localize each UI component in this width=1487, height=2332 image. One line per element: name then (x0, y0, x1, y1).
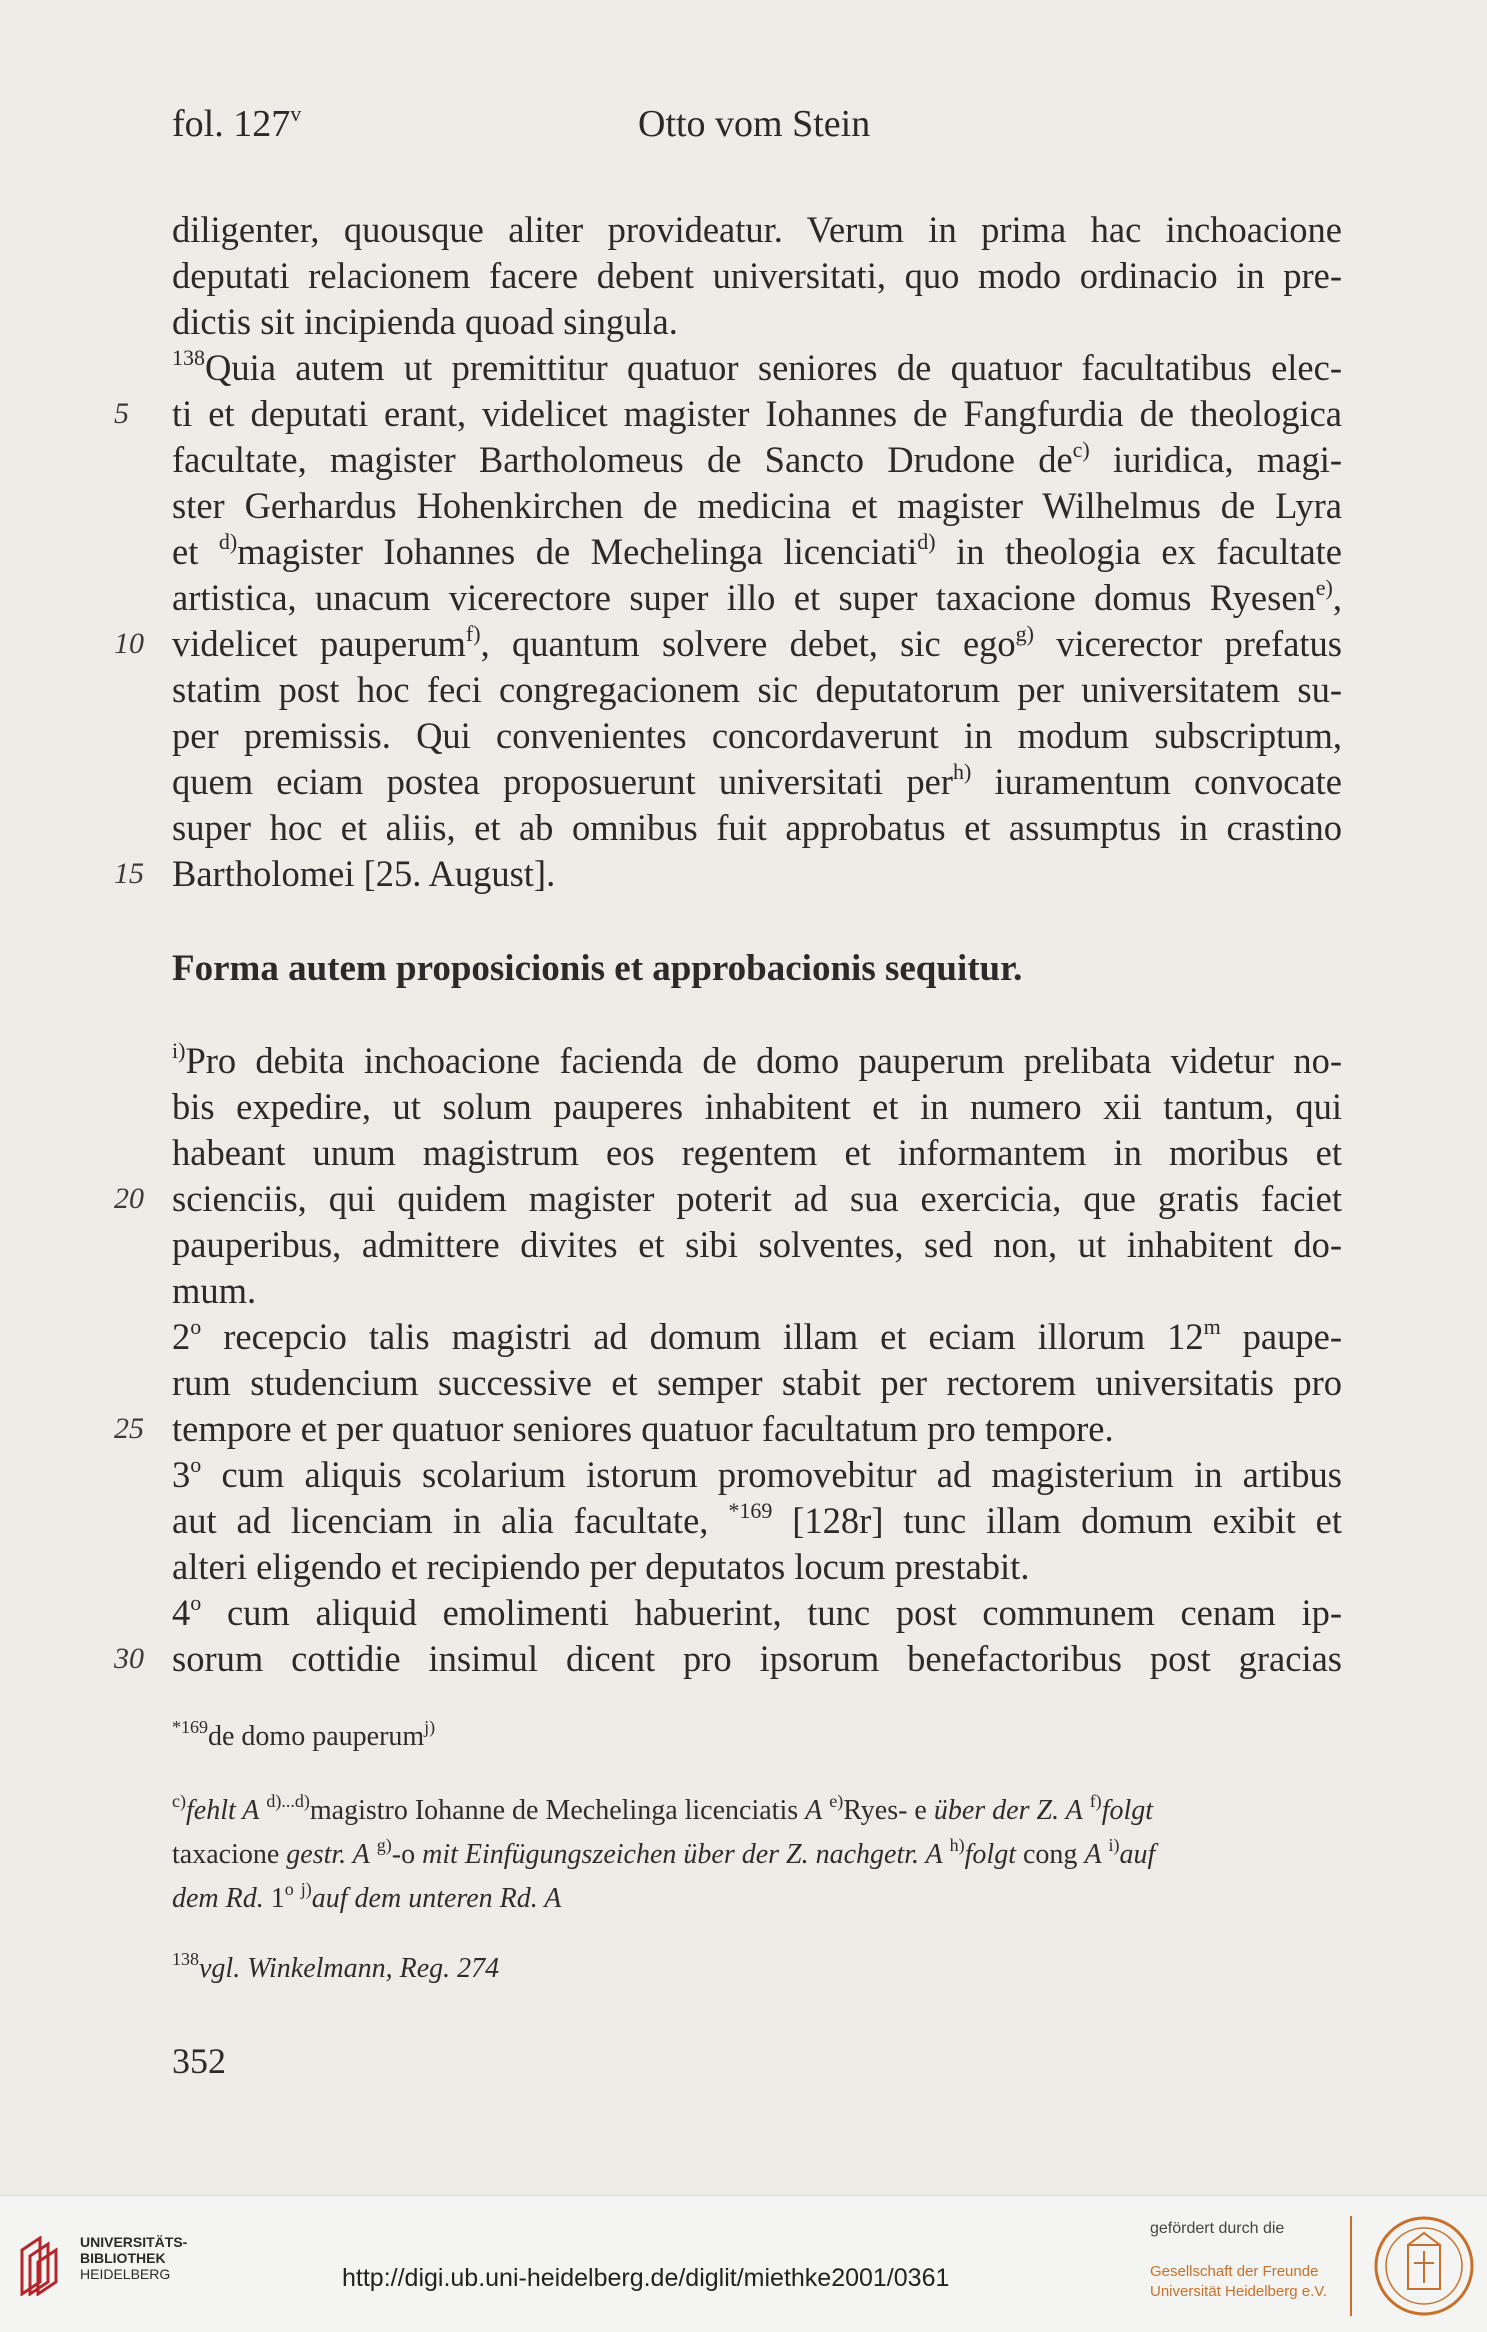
superscript: g) (1015, 621, 1034, 646)
text-run (1083, 1795, 1090, 1826)
footnotes (172, 1715, 1342, 1991)
text-line (172, 1038, 1342, 1084)
text-run: facultate, magister Bartholomeus de Sancto Drudone de (172, 439, 1073, 480)
text-run: quem eciam postea proposuerunt universitati per (172, 761, 953, 802)
line-number: 10 (114, 627, 144, 660)
text-run: vicerector prefatus (1033, 623, 1342, 664)
italic-text: auf dem unteren Rd. A (311, 1883, 562, 1914)
text-run: Pro debita inchoacione facienda de domo pauperum prelibata videtur no- (185, 1040, 1342, 1081)
line-number: 20 (114, 1182, 144, 1215)
superscript: d) (218, 529, 238, 554)
text-line (172, 299, 1342, 345)
text-run: , quantum solvere debet, sic ego (480, 623, 1016, 664)
text-line (172, 483, 1342, 529)
text-run: dictis sit incipienda quoad singula. (172, 301, 678, 342)
text-line (172, 207, 1342, 253)
superscript: i) (172, 1038, 186, 1063)
text-run: cum aliquis scolarium istorum promovebitur ad magisterium in artibus (201, 1454, 1342, 1495)
ub-heidelberg-logo-icon (18, 2236, 70, 2296)
superscript: 138 (172, 1949, 199, 1969)
superscript: o (190, 1314, 202, 1339)
line-number: 15 (114, 857, 144, 890)
text-run: diligenter, quousque aliter provideatur. Verum in prima hac inchoacione (172, 209, 1342, 250)
superscript: m (1203, 1314, 1221, 1339)
text-run: de domo pauperum (208, 1721, 425, 1752)
superscript: d) (917, 529, 936, 554)
text-run: -o (391, 1839, 423, 1870)
margin-note (172, 1715, 1342, 1759)
text-line (172, 253, 1342, 299)
text-run: artistica, unacum vicerectore super illo et super taxacione domus Ryesen (172, 577, 1316, 618)
superscript: o (190, 1590, 202, 1615)
text-run: ster Gerhardus Hohenkirchen de medicina et magister Wilhelmus de Lyra (172, 485, 1342, 526)
footnote-line (172, 1833, 1342, 1877)
superscript: e) (1315, 575, 1333, 600)
italic-text: mit Einfügungszeichen über der Z. nachgetr. A (422, 1839, 943, 1870)
text-run: iuramentum convocate (971, 761, 1342, 802)
text-line (114, 851, 1342, 897)
sponsor-credit: gefördert durch die Gesellschaft der Freunde Universität Heidelberg e.V. (1150, 2220, 1328, 2300)
source-reference (172, 1947, 1342, 1991)
text-run: [128r] tunc illam domum exibit et (772, 1500, 1342, 1541)
text-line (172, 805, 1342, 851)
line-number: 30 (114, 1642, 144, 1675)
superscript: g) (376, 1835, 392, 1855)
text-line (172, 1314, 1342, 1360)
superscript: d)...d) (266, 1791, 310, 1811)
text-run: sorum cottidie insimul dicent pro ipsorum benefactoribus post gracias (172, 1638, 1342, 1679)
superscript: *169 (172, 1717, 208, 1737)
text-block-2 (114, 1038, 1342, 1682)
text-run: habeant unum magistrum eos regentem et informantem in moribus et (172, 1132, 1342, 1173)
italic-text: über der Z. A (933, 1795, 1083, 1826)
superscript: c) (1072, 437, 1090, 462)
text-line (172, 759, 1342, 805)
text-run: pauperibus, admittere divites et sibi solventes, sed non, ut inhabitent do- (172, 1224, 1342, 1265)
superscript: h) (949, 1835, 965, 1855)
superscript: o (284, 1879, 294, 1899)
italic-text: gestr. A (286, 1839, 370, 1870)
italic-text: fehlt A (185, 1795, 260, 1826)
italic-text: A (805, 1795, 823, 1826)
text-line (114, 1636, 1342, 1682)
text-line (172, 1498, 1342, 1544)
running-title: Otto vom Stein (638, 103, 871, 145)
superscript: f) (465, 621, 481, 646)
text-run: Quia autem ut premittitur quatuor seniores de quatuor facultatibus elec- (205, 347, 1342, 388)
text-line (172, 437, 1342, 483)
text-run: Ryes- e (843, 1795, 934, 1826)
text-line (114, 621, 1342, 667)
text-run: 4 (172, 1592, 191, 1633)
italic-text: auf (1119, 1839, 1156, 1870)
text-run: 3 (172, 1454, 191, 1495)
superscript: *169 (728, 1498, 773, 1523)
footnote-line (172, 1877, 1342, 1921)
text-run: cum aliquid emolimenti habuerint, tunc post communem cenam ip- (201, 1592, 1342, 1633)
text-run: et (172, 531, 219, 572)
text-run: tempore et per quatuor seniores quatuor facultatum pro tempore. (172, 1408, 1114, 1449)
text-run: deputati relacionem facere debent universitati, quo modo ordinacio in pre- (172, 255, 1342, 296)
text-line (114, 391, 1342, 437)
text-line (114, 1406, 1342, 1452)
text-line (172, 1268, 1342, 1314)
text-line (172, 667, 1342, 713)
text-line (172, 1222, 1342, 1268)
italic-text: A (1084, 1839, 1102, 1870)
text-run: iuridica, magi- (1089, 439, 1343, 480)
superscript: h) (952, 759, 972, 784)
text-line (172, 1590, 1342, 1636)
text-run: recepcio talis magistri ad domum illam et eciam illorum 12 (201, 1316, 1204, 1357)
text-line (172, 529, 1342, 575)
superscript: j) (424, 1717, 436, 1737)
italic-text: dem Rd. (172, 1883, 264, 1914)
text-run: aut ad licenciam in alia facultate, (172, 1500, 729, 1541)
text-run: statim post hoc feci congregacionem sic deputatorum per universitatem su- (172, 669, 1342, 710)
library-name: UNIVERSITÄTS- BIBLIOTHEK HEIDELBERG (80, 2234, 188, 2282)
text-line (172, 1360, 1342, 1406)
footnote-line (172, 1789, 1342, 1833)
line-number: 25 (114, 1412, 144, 1445)
text-run (294, 1883, 301, 1914)
superscript: j) (300, 1879, 312, 1899)
text-run: magister Iohannes de Mechelinga licenciati (237, 531, 918, 572)
text-run: taxacione (172, 1839, 287, 1870)
text-run: in theologia ex facultate (935, 531, 1343, 572)
text-run: mum. (172, 1270, 257, 1311)
italic-text: vgl. Winkelmann, Reg. 274 (199, 1953, 500, 1984)
text-run: 2 (172, 1316, 191, 1357)
text-line (172, 713, 1342, 759)
text-line (172, 1452, 1342, 1498)
footer-divider (1350, 2216, 1352, 2316)
folio-label: fol. 127$^v$ (172, 101, 302, 145)
text-run: paupe- (1220, 1316, 1342, 1357)
critical-apparatus (172, 1789, 1342, 1921)
text-run: per premissis. Qui convenientes concordaverunt in modum subscriptum, (172, 715, 1342, 756)
superscript: 138 (172, 345, 205, 370)
text-run: cong (1016, 1839, 1085, 1870)
text-run: magistro Iohanne de Mechelinga licenciatis (309, 1795, 806, 1826)
superscript: i) (1108, 1835, 1120, 1855)
text-run (1102, 1839, 1109, 1870)
text-run: scienciis, qui quidem magister poterit ad sua exercicia, que gratis faciet (172, 1178, 1342, 1219)
text-run (370, 1839, 377, 1870)
text-line (114, 1176, 1342, 1222)
viewer-footer (0, 2195, 1487, 2332)
text-run: , (1332, 577, 1342, 618)
text-line (172, 575, 1342, 621)
text-run: ti et deputati erant, videlicet magister Iohannes de Fangfurdia de theologica (172, 393, 1342, 434)
text-line (172, 1084, 1342, 1130)
text-line (172, 1130, 1342, 1176)
main-text (114, 207, 1343, 1682)
italic-text: folgt (1101, 1795, 1154, 1826)
superscript: o (190, 1452, 202, 1477)
text-line (172, 345, 1342, 391)
text-run: super hoc et aliis, et ab omnibus fuit approbatus et assumptus in crastino (172, 807, 1342, 848)
text-line (172, 1544, 1342, 1590)
text-run: bis expedire, ut solum pauperes inhabitent et in numero xii tantum, qui (172, 1086, 1342, 1127)
text-run: Bartholomei [25. August]. (172, 853, 556, 894)
permalink-url[interactable]: http://digi.ub.uni-heidelberg.de/diglit/miethke2001/0361 (342, 2264, 950, 2292)
text-run (943, 1839, 950, 1870)
line-number: 5 (114, 397, 129, 430)
page-header (172, 102, 1342, 152)
text-run: 1 (263, 1883, 285, 1914)
superscript: e) (829, 1791, 844, 1811)
text-run: alteri eligendo et recipiendo per deputatos locum prestabit. (172, 1546, 1030, 1587)
text-run: videlicet pauperum (172, 623, 466, 664)
text-run: rum studencium successive et semper stabit per rectorem universitatis pro (172, 1362, 1342, 1403)
university-seal-icon (1372, 2211, 1477, 2321)
page-number: 352 (172, 2041, 226, 2081)
superscript: c) (172, 1791, 186, 1811)
section-heading: Forma autem proposicionis et approbacionis sequitur. (172, 948, 1023, 989)
superscript: f) (1089, 1791, 1102, 1811)
italic-text: folgt (964, 1839, 1016, 1870)
text-block-1 (114, 207, 1343, 897)
